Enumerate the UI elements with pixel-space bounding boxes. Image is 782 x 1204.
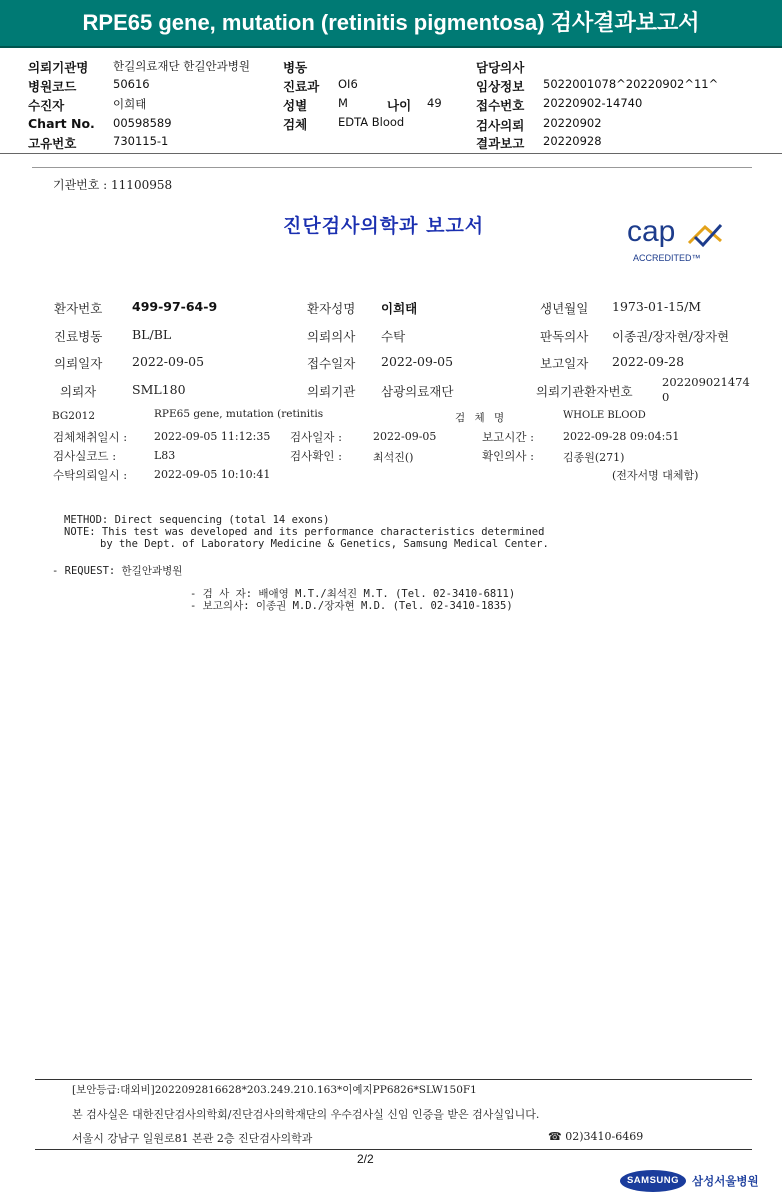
header-value: 730115-1	[113, 134, 169, 148]
patient-label: 의뢰일자	[54, 356, 103, 371]
patient-value: 0	[662, 390, 670, 404]
patient-value: SML180	[132, 382, 186, 397]
footer-rule	[35, 1079, 752, 1080]
patient-value: 이종권/장자현/장자현	[612, 329, 730, 344]
header-label: 담당의사	[476, 60, 525, 75]
test-code: BG2012	[52, 410, 96, 422]
header-label: 병동	[283, 60, 308, 75]
header-value: 한길의료재단 한길안과병원	[113, 59, 250, 73]
patient-label: 접수일자	[307, 356, 356, 371]
header-value: 20220902-14740	[543, 96, 643, 110]
header-value: 20220928	[543, 134, 602, 148]
specimen-value: WHOLE BLOOD	[563, 410, 646, 421]
report-banner	[0, 0, 782, 48]
request-line: - REQUEST: 한길안과병원	[52, 565, 183, 577]
test-label: 검사확인 :	[290, 449, 342, 463]
cap-accredited-text: ACCREDITED™	[633, 253, 701, 263]
header-label: 임상정보	[476, 79, 525, 94]
header-label: 병원코드	[28, 79, 77, 94]
samsung-logo	[620, 1170, 686, 1192]
footer-bottom-rule	[35, 1149, 752, 1150]
banner-title: RPE65 gene, mutation (retinitis pigmentosa) 검사결과보고서	[82, 10, 700, 35]
header-value: 이희태	[113, 97, 147, 111]
patient-value: 삼광의료재단	[381, 384, 454, 399]
patient-label: 의뢰기관환자번호	[536, 384, 633, 399]
header-label: 진료과	[283, 79, 320, 94]
test-name: RPE65 gene, mutation (retinitis	[154, 408, 324, 420]
lab-address: 서울시 강남구 일원로81 본관 2층 진단검사의학과	[72, 1132, 313, 1145]
test-value: 2022-09-05 10:10:41	[154, 468, 271, 481]
patient-label: 진료병동	[54, 329, 103, 344]
security-line: [보안등급:대외비]2022092816628*203.249.210.163*이예지PP6826*SLW150F1	[72, 1084, 477, 1096]
certification-text: 본 검사실은 대한진단검사의학회/진단검사의학재단의 우수검사실 신임 인증을 받은 검사실입니다.	[72, 1108, 540, 1121]
header-value: M	[338, 96, 348, 110]
header-value: 5022001078^20220902^11^	[543, 77, 719, 91]
hospital-name: 삼성서울병원	[692, 1174, 759, 1188]
header-label: 결과보고	[476, 136, 525, 151]
cap-accredited-logo	[625, 215, 725, 267]
header-label: 고유번호	[28, 136, 77, 151]
lab-phone: ☎ 02)3410-6469	[548, 1130, 644, 1143]
patient-value: 2022-09-05	[132, 354, 205, 369]
test-value: L83	[154, 449, 176, 462]
patient-label: 환자성명	[307, 301, 356, 316]
page-number: 2/2	[357, 1152, 374, 1166]
test-label: 검체채취일시 :	[53, 430, 128, 444]
header-label: 수진자	[28, 98, 65, 113]
age-value: 49	[427, 96, 442, 110]
patient-number: 499-97-64-9	[132, 299, 218, 314]
patient-name: 이희태	[381, 301, 418, 316]
specimen-label: 검 체 명	[455, 412, 508, 424]
test-label: 검사실코드 :	[53, 449, 117, 463]
patient-value: 2022-09-28	[612, 354, 685, 369]
test-label: 검사일자 :	[290, 430, 342, 444]
header-divider	[0, 153, 782, 154]
test-value: 2022-09-05 11:12:35	[154, 430, 271, 443]
patient-label: 환자번호	[54, 301, 103, 316]
header-label: 접수번호	[476, 98, 525, 113]
patient-label: 의뢰기관	[307, 384, 356, 399]
test-value: 2022-09-28 09:04:51	[563, 430, 680, 443]
header-value: OI6	[338, 77, 358, 91]
test-label: 보고시간 :	[482, 430, 534, 444]
header-label: 검체	[283, 117, 308, 132]
reporter-line: - 보고의사: 이종권 M.D./장자현 M.D. (Tel. 02-3410-1835)	[190, 600, 513, 612]
header-value: 50616	[113, 77, 150, 91]
header-value: EDTA Blood	[338, 115, 405, 129]
age-label: 나이	[387, 98, 412, 113]
test-value: 김종원(271)	[563, 451, 625, 464]
note-line: NOTE: This test was developed and its performance characteristics determined	[64, 526, 545, 538]
header-value: 00598589	[113, 116, 172, 130]
header-value: 20220902	[543, 116, 602, 130]
patient-value: 1973-01-15/M	[612, 299, 702, 314]
header-label: 성별	[283, 98, 308, 113]
tester-line: - 검 사 자: 배애영 M.T./최석진 M.T. (Tel. 02-3410-6811)	[190, 588, 516, 600]
test-label: 수탁의뢰일시 :	[53, 468, 128, 482]
method-line: METHOD: Direct sequencing (total 14 exons)	[64, 514, 330, 526]
patient-value: BL/BL	[132, 327, 172, 342]
test-value: 최석진()	[373, 451, 414, 464]
patient-value: 202209021474	[662, 375, 750, 389]
header-label: Chart No.	[28, 116, 95, 131]
report-title: 진단검사의학과 보고서	[283, 215, 485, 237]
patient-label: 의뢰의사	[307, 329, 356, 344]
samsung-brand: SAMSUNG	[626, 1175, 680, 1186]
test-label: 확인의사 :	[482, 449, 534, 463]
page-top-rule	[32, 167, 752, 168]
header-label: 검사의뢰	[476, 118, 525, 133]
institution-number: 기관번호 : 11100958	[53, 178, 173, 192]
patient-value: 2022-09-05	[381, 354, 454, 369]
header-label: 의뢰기관명	[28, 60, 89, 75]
cap-check-icon	[685, 221, 725, 251]
test-value: 2022-09-05	[373, 430, 437, 443]
patient-label: 보고일자	[540, 356, 589, 371]
note-line: by the Dept. of Laboratory Medicine & Genetics, Samsung Medical Center.	[100, 538, 549, 550]
cap-logo-text: cap	[627, 215, 676, 248]
patient-label: 판독의사	[540, 329, 589, 344]
patient-value: 수탁	[381, 329, 406, 344]
patient-label: 생년월일	[540, 301, 589, 316]
e-signature-note: (전자서명 대체함)	[612, 469, 699, 482]
patient-label: 의뢰자	[60, 384, 97, 399]
